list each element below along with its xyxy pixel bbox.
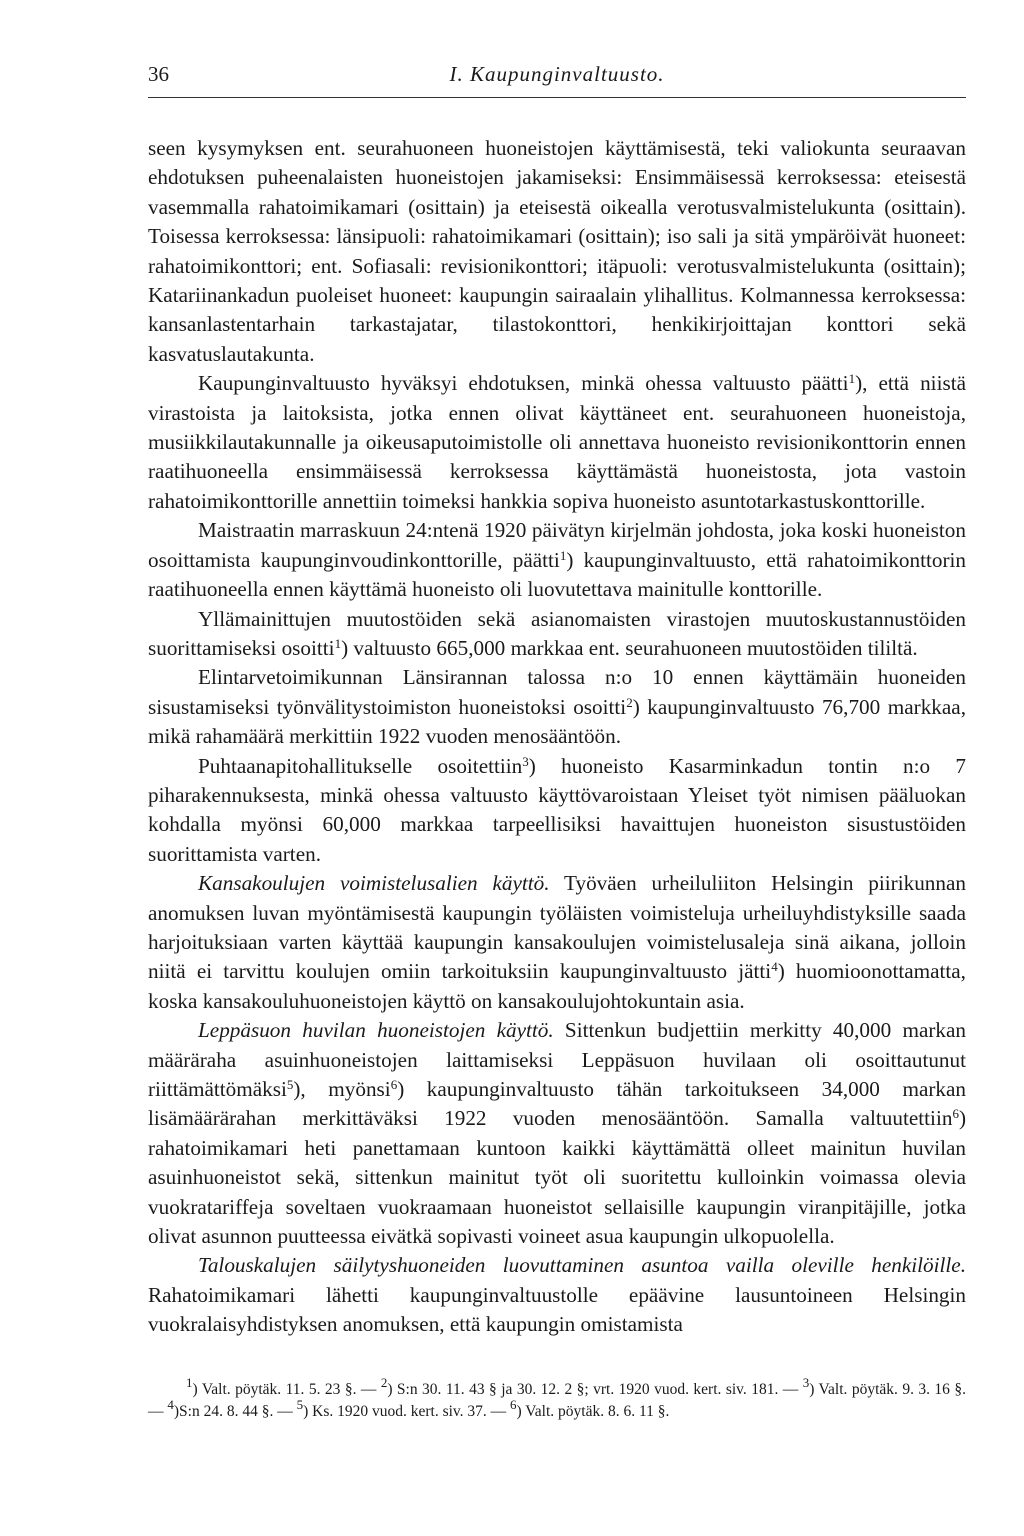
text-run: ) Valt. pöytäk. 8. 6. 11 §. [516,1402,670,1420]
footnote-marker: 1 [186,1375,193,1390]
text-run: Maistraatin marraskuun 24:ntenä 1920 päivätyn kirjelmän johdosta, joka koski huoneiston osoittamista kaupunginvoudinkonttorille, päätti [148,518,966,572]
footnote-marker: 3 [802,1375,810,1390]
text-run: ) Ks. 1920 vuod. kert. siv. 37. — [303,1402,511,1420]
paragraph [148,134,966,369]
text-run: Kaupunginvaltuusto hyväksyi ehdotuksen, minkä ohessa valtuusto päätti [198,371,849,396]
footnote-marker: 2 [626,694,633,710]
text-run: Puhtaanapitohallitukselle osoitettiin [198,753,523,778]
text-run: ) Valt. pöytäk. 9. 3. 16 §. — [148,1381,966,1420]
footnote-marker: 4 [771,959,778,975]
text-run: Yllämainittujen muutostöiden sekä asianomaisten virastojen muutoskustannustöiden suorittamiseksi osoitti [148,606,966,660]
page-header [148,62,966,92]
paragraph [148,752,966,870]
text-run: ) Valt. pöytäk. 11. 5. 23 §. — [192,1381,381,1398]
text-run: ) kaupunginvaltuusto 76,700 markkaa, mikä rahamäärä merkittiin 1922 vuoden menosääntöön. [148,694,966,749]
footnote-marker: 4 [167,1396,174,1412]
paragraph [148,869,966,1016]
section-heading-inline: Kansakoulujen voimistelusalien käyttö. [198,871,550,896]
footnote-marker: 6 [390,1077,398,1092]
footnote-marker: 1 [334,635,342,651]
page-number: 36 [148,62,169,86]
text-run: ) S:n 30. 11. 43 § ja 30. 12. 2 §; vrt. 1920 vuod. kert. siv. 181. — [387,1381,803,1398]
section-heading-inline: Talouskalujen säilytyshuoneiden luovuttaminen asuntoa vailla oleville henkilöille. [198,1253,966,1278]
header-rule [148,97,966,98]
footnote-text [148,1375,966,1422]
footnote-marker: 6 [952,1106,959,1122]
text-run: ), myönsi [293,1077,391,1101]
paragraph [148,605,966,664]
paragraph [148,516,966,604]
footnotes [148,1375,966,1422]
running-head: I. Kaupunginvaltuusto. [449,62,665,86]
section-heading-inline: Leppäsuon huvilan huoneistojen käyttö. [198,1018,554,1043]
footnote-marker: 3 [522,753,529,769]
paragraph [148,369,966,516]
footnote-marker: 5 [286,1077,294,1092]
text-run: ) huomioonottamatta, koska kansakouluhuoneistojen käyttö on kansakoulujohtokuntain asia. [148,959,966,1013]
paragraph [148,1251,966,1339]
text-run: Työväen urheiluliiton Helsingin piirikunnan anomuksen luvan myöntämisestä kaupungin työläisten voimisteluja urheiluyhdistyksille saada harjoituksiaan varten käyttää kaupungin kansakoulujen voimistelusaleja sinä aikana, jolloin niitä ei tarvittu koulujen omiin tarkoituksiin kaupunginvaltuusto jätti [148,871,966,984]
text-run: ), että niistä virastoista ja laitoksista, jotka ennen olivat käyttäneet ent. seurahuoneen huoneistoja, musiikkilautakunnalle ja oikeusaputoimistolle oli annettava huoneisto revisionikonttorin ennen raatihuoneella ensimmäisessä kerroksessa käyttämästä huoneistosta, jota vastoin rahatoimikonttorille annettiin toimeksi hankkia sopiva huoneisto asuntotarkastuskonttorille. [148,371,966,513]
body-text [148,134,966,1340]
text-run: ) huoneisto Kasarminkadun tontin n:o 7 piharakennuksesta, minkä ohessa valtuusto käyttövaroistaan Yleiset työt nimisen pääluokan kohdalla myönsi 60,000 markkaa tarpeellisiksi havaittujen huoneiston sisustustöiden suorittamista varten. [148,753,966,866]
text-run: Rahatoimikamari lähetti kaupunginvaltuustolle epäävine lausuntoineen Helsingin vuokralaisyhdistyksen anomuksen, että kaupungin omistamista [148,1282,966,1337]
text-run: Elintarvetoimikunnan Länsirannan talossa n:o 10 ennen käyttämäin huoneiden sisustamiseksi työnvälitystoimiston huoneistoksi osoitti [148,665,966,719]
footnote-marker: 2 [380,1375,388,1390]
paragraph [148,663,966,751]
text-run: ) kaupunginvaltuusto, että rahatoimikonttorin raatihuoneella ennen käyttämä huoneisto oli luovutettava mainitulle konttorille. [148,547,966,602]
footnote-marker: 1 [848,371,856,387]
footnote-marker: 6 [510,1396,517,1412]
footnote-marker: 5 [296,1396,304,1412]
text-run: ) rahatoimikamari heti panettamaan kuntoon kaikki käyttämättä olleet mainitun huvilan asuinhuoneistot sekä, sittenkun mainitut työt oli suoritettu kulloinkin voimassa olevia vuokratariffeja soveltaen vuokraamaan huoneistot sellaisille kaupungin viranpitäjille, jotka olivat asunnon puutteessa eivätkä sopivasti voineet asua kaupungin ulkopuolella. [148,1106,966,1249]
text-run: seen kysymyksen ent. seurahuoneen huoneistojen käyttämisestä, teki valiokunta seuraavan ehdotuksen puheenalaisten huoneistojen jakamiseksi: Ensimmäisessä kerroksessa: eteisestä vasemmalla rahatoimikamari (osittain) ja eteisestä oikealla verotusvalmistelukunta (osittain). Toisessa kerroksessa: länsipuoli: rahatoimikamari (osittain); iso sali ja sitä ympäröivät huoneet: rahatoimikonttori; ent. Sofiasali: revisionikonttori; itäpuoli: verotusvalmistelukunta (osittain); Katariinankadun puoleiset huoneet: kaupungin sairaalain ylihallitus. Kolmannessa kerroksessa: kansanlastentarhain tarkastajatar, tilastokonttori, henkikirjoittajan konttori sekä kasvatuslautakunta. [148,136,966,366]
text-run: )S:n 24. 8. 44 §. — [173,1402,297,1420]
paragraph [148,1016,966,1251]
text-run: Sittenkun budjettiin merkitty 40,000 markan määräraha asuinhuoneistojen laittamiseksi Leppäsuon huvilaan oli osoittautunut riittämättömäksi [148,1018,966,1101]
text-run: ) valtuusto 665,000 markkaa ent. seurahuoneen muutostöiden tililtä. [341,635,918,660]
footnote-marker: 1 [559,547,567,563]
text-run: ) kaupunginvaltuusto tähän tarkoitukseen 34,000 markan lisämäärärahan merkittäväksi 1922 vuoden menosääntöön. Samalla valtuutettiin [148,1077,966,1131]
